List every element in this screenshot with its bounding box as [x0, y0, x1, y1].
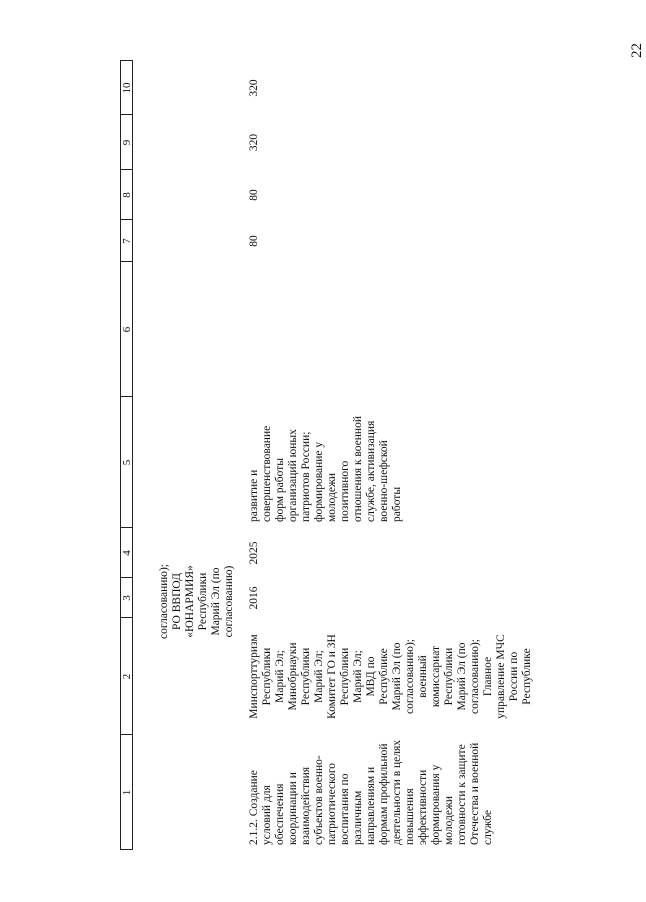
header-col-4: 4	[121, 550, 133, 556]
row2-col9-value: 320	[248, 133, 260, 152]
row1-col2: согласованию); РО ВВПОД «ЮНАРМИЯ» Республики Марий Эл (по согласованию)	[158, 564, 235, 639]
row2-col7-value: 80	[248, 235, 260, 247]
header-col-10: 10	[121, 82, 133, 94]
row2-col4-end-year: 2025	[248, 541, 260, 565]
row2-col1: 2.1.2. Создание условий для обеспечения координации и взаимодействия субъектов военно- патриотического воспитания по различным направлениям и формам профильной деятельности в целях повышения эффективности формирования у молодежи готовности к защите Отечества и военной службе	[248, 739, 494, 845]
rotated-table	[120, 60, 540, 850]
header-col-1: 1	[121, 789, 133, 796]
row2-col2: Минспорттуризм Республики Марий Эл; Минобрнауки Республики Марий Эл; Комитет ГО и ЗН Республики Марий Эл; МВД по Республике Марий Эл (по согласованию); военный комиссариат Республики Марий Эл (по согласованию); Главное управление МЧС России по Республике	[248, 634, 533, 719]
header-col-8: 8	[121, 192, 133, 198]
page-number: 22	[629, 43, 645, 58]
row2-col8-value: 80	[248, 189, 260, 201]
row2-col3-start-year: 2016	[248, 586, 260, 610]
header-col-2: 2	[121, 673, 133, 680]
row2-col10-value: 320	[248, 79, 260, 97]
header-col-3: 3	[121, 595, 133, 601]
header-col-6: 6	[121, 326, 133, 333]
header-col-5: 5	[121, 459, 133, 466]
header-col-9: 9	[121, 139, 133, 146]
row2-col5: развитие и совершенствование форм работы организаций юных патриотов России; формирование у молодежи позитивного отношения к военной службе, активизация военно-шефской работы	[248, 416, 403, 522]
header-col-7: 7	[121, 238, 133, 244]
